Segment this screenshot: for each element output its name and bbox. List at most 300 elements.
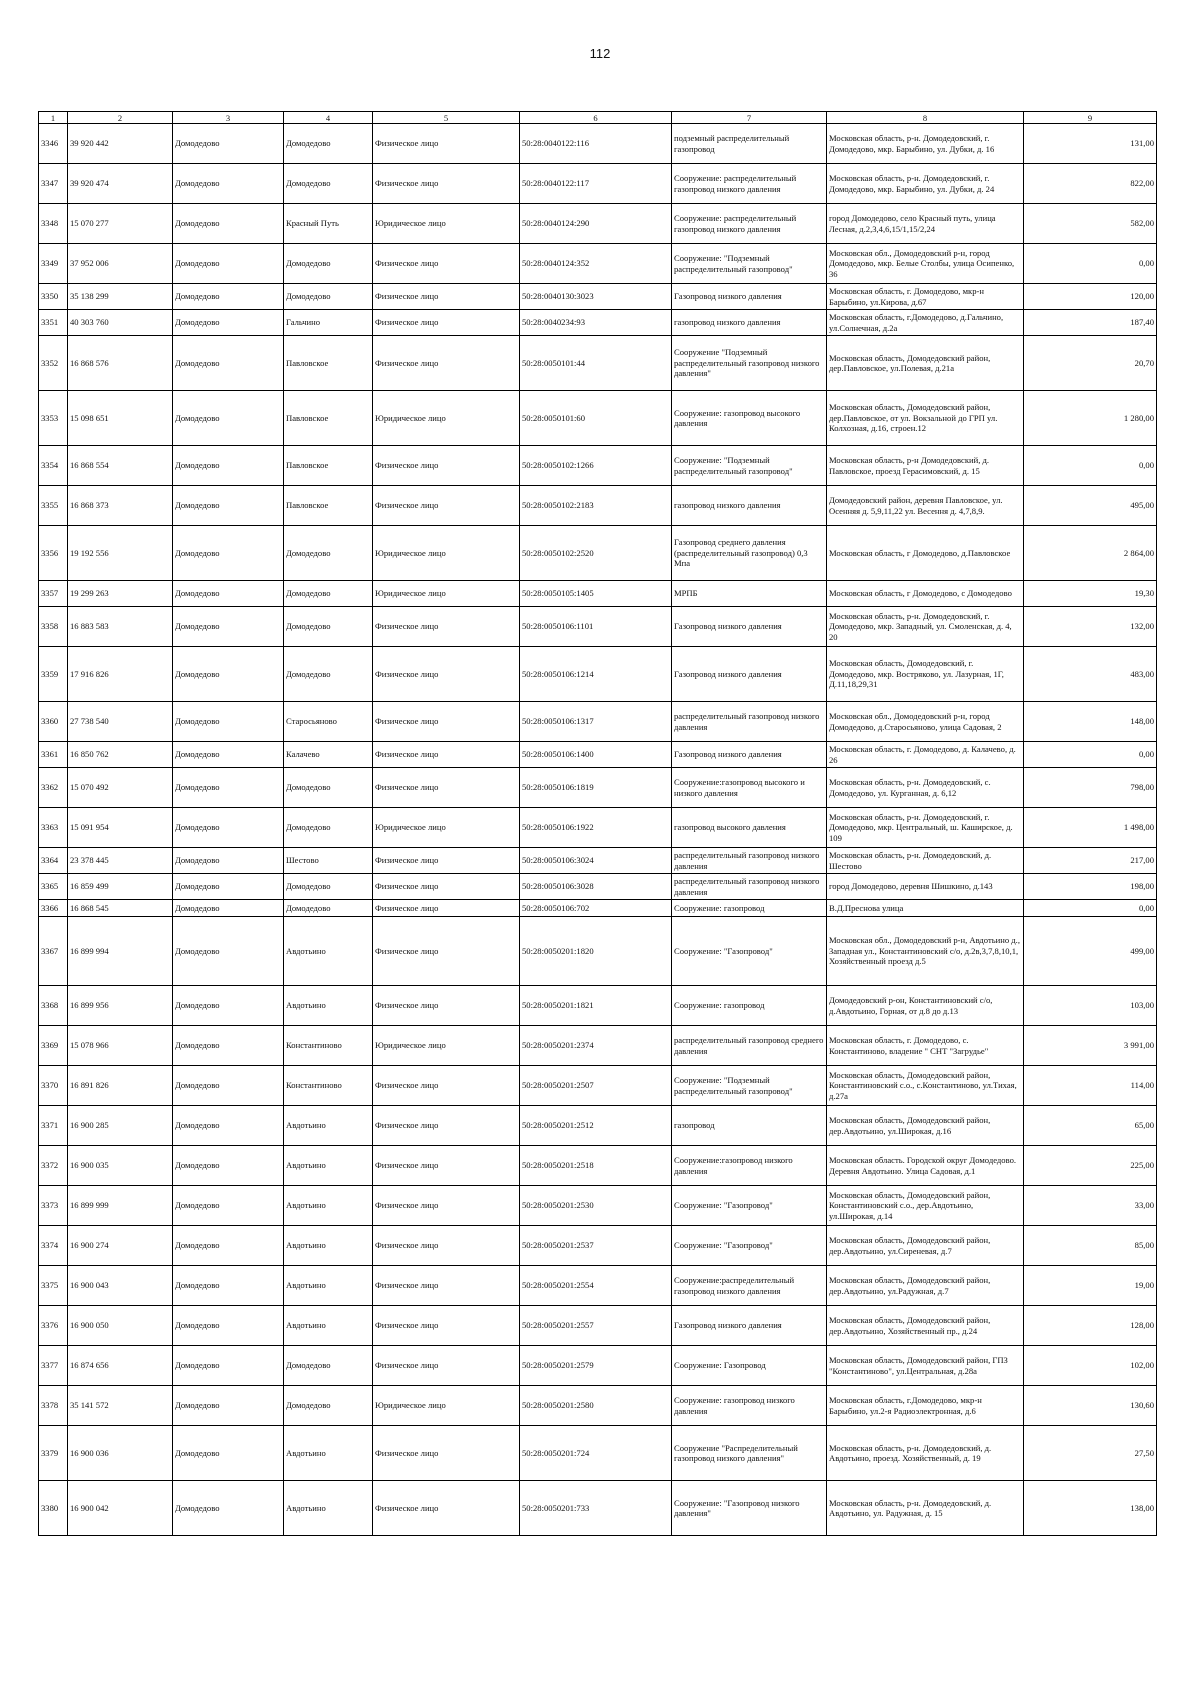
row-number: 3359 xyxy=(39,647,68,702)
settlement-cell: Авдотьино xyxy=(284,1481,373,1536)
row-number: 3356 xyxy=(39,526,68,581)
object-code: 15 078 966 xyxy=(68,1026,173,1066)
table-row xyxy=(39,702,1157,742)
object-name-cell: газопровод xyxy=(672,1106,827,1146)
settlement-cell: Домодедово xyxy=(284,124,373,164)
row-number: 3375 xyxy=(39,1266,68,1306)
district-cell: Домодедово xyxy=(173,1346,284,1386)
object-name-cell: распределительный газопровод низкого давления xyxy=(672,848,827,874)
cadastral-number-cell: 50:28:0050201:2374 xyxy=(520,1026,672,1066)
object-code: 27 738 540 xyxy=(68,702,173,742)
table-row xyxy=(39,1426,1157,1481)
owner-type-cell: Физическое лицо xyxy=(373,742,520,768)
object-code: 40 303 760 xyxy=(68,310,173,336)
length-cell: 0,00 xyxy=(1024,742,1157,768)
object-code: 16 900 285 xyxy=(68,1106,173,1146)
row-number: 3346 xyxy=(39,124,68,164)
row-number: 3377 xyxy=(39,1346,68,1386)
owner-type-cell: Физическое лицо xyxy=(373,986,520,1026)
owner-type-cell: Юридическое лицо xyxy=(373,526,520,581)
district-cell: Домодедово xyxy=(173,581,284,607)
object-code: 16 900 035 xyxy=(68,1146,173,1186)
settlement-cell: Домодедово xyxy=(284,581,373,607)
object-code: 23 378 445 xyxy=(68,848,173,874)
object-name-cell: Сооружение: "Газопровод низкого давления" xyxy=(672,1481,827,1536)
district-cell: Домодедово xyxy=(173,446,284,486)
object-name-cell: распределительный газопровод низкого давления xyxy=(672,874,827,900)
district-cell: Домодедово xyxy=(173,917,284,986)
column-number-row xyxy=(39,112,1157,124)
table-row xyxy=(39,336,1157,391)
object-name-cell: Сооружение "Подземный распределительный газопровод низкого давления" xyxy=(672,336,827,391)
cadastral-number-cell: 50:28:0040122:117 xyxy=(520,164,672,204)
length-cell: 27,50 xyxy=(1024,1426,1157,1481)
row-number: 3364 xyxy=(39,848,68,874)
settlement-cell: Домодедово xyxy=(284,1346,373,1386)
address-cell: Московская область, г Домодедово, д.Павловское xyxy=(827,526,1024,581)
row-number: 3373 xyxy=(39,1186,68,1226)
object-name-cell: Сооружение:газопровод высокого и низкого давления xyxy=(672,768,827,808)
length-cell: 0,00 xyxy=(1024,446,1157,486)
address-cell: Московская область, г. Домодедово, мкр-н Барыбино, ул.Кирова, д.67 xyxy=(827,284,1024,310)
object-name-cell: Сооружение: распределительный газопровод низкого давления xyxy=(672,204,827,244)
settlement-cell: Домодедово xyxy=(284,874,373,900)
address-cell: Московская область, р-н. Домодедовский, г. Домодедово, мкр. Центральный, ш. Каширское, д. 109 xyxy=(827,808,1024,848)
length-cell: 131,00 xyxy=(1024,124,1157,164)
table-row xyxy=(39,848,1157,874)
address-cell: Московская область, Домодедовский район, Константиновский с.о., с.Константиново, ул.Тихая, д.27а xyxy=(827,1066,1024,1106)
owner-type-cell: Физическое лицо xyxy=(373,874,520,900)
length-cell: 138,00 xyxy=(1024,1481,1157,1536)
owner-type-cell: Физическое лицо xyxy=(373,124,520,164)
settlement-cell: Авдотьино xyxy=(284,1426,373,1481)
length-cell: 1 498,00 xyxy=(1024,808,1157,848)
row-number: 3348 xyxy=(39,204,68,244)
table-row xyxy=(39,204,1157,244)
column-number: 5 xyxy=(373,112,520,124)
cadastral-number-cell: 50:28:0050102:2520 xyxy=(520,526,672,581)
settlement-cell: Авдотьино xyxy=(284,1226,373,1266)
column-number: 3 xyxy=(173,112,284,124)
row-number: 3371 xyxy=(39,1106,68,1146)
object-name-cell: распределительный газопровод низкого давления xyxy=(672,702,827,742)
table-row xyxy=(39,1386,1157,1426)
object-code: 16 899 999 xyxy=(68,1186,173,1226)
address-cell: Московская область, Домодедовский район, Константиновский с.о., дер.Авдотьино, ул.Широкая, д.14 xyxy=(827,1186,1024,1226)
object-name-cell: газопровод низкого давления xyxy=(672,486,827,526)
cadastral-number-cell: 50:28:0040234:93 xyxy=(520,310,672,336)
owner-type-cell: Юридическое лицо xyxy=(373,808,520,848)
settlement-cell: Красный Путь xyxy=(284,204,373,244)
object-code: 19 299 263 xyxy=(68,581,173,607)
length-cell: 582,00 xyxy=(1024,204,1157,244)
length-cell: 102,00 xyxy=(1024,1346,1157,1386)
object-name-cell: Сооружение: "Газопровод" xyxy=(672,1226,827,1266)
cadastral-number-cell: 50:28:0050106:1214 xyxy=(520,647,672,702)
object-name-cell: Сооружение "Распределительный газопровод низкого давления" xyxy=(672,1426,827,1481)
address-cell: Московская область, г. Домодедово, д. Калачево, д. 26 xyxy=(827,742,1024,768)
object-name-cell: распределительный газопровод среднего давления xyxy=(672,1026,827,1066)
owner-type-cell: Физическое лицо xyxy=(373,486,520,526)
settlement-cell: Авдотьино xyxy=(284,1266,373,1306)
owner-type-cell: Физическое лицо xyxy=(373,1481,520,1536)
district-cell: Домодедово xyxy=(173,986,284,1026)
object-code: 16 891 826 xyxy=(68,1066,173,1106)
row-number: 3372 xyxy=(39,1146,68,1186)
owner-type-cell: Физическое лицо xyxy=(373,900,520,917)
row-number: 3370 xyxy=(39,1066,68,1106)
address-cell: Московская область, Домодедовский, г. Домодедово, мкр. Востряково, ул. Лазурная, 1Г, Д.11,18,29,31 xyxy=(827,647,1024,702)
length-cell: 33,00 xyxy=(1024,1186,1157,1226)
length-cell: 187,40 xyxy=(1024,310,1157,336)
district-cell: Домодедово xyxy=(173,244,284,284)
district-cell: Домодедово xyxy=(173,900,284,917)
address-cell: Московская область, Домодедовский район, ГПЗ "Константиново", ул.Центральная, д.28а xyxy=(827,1346,1024,1386)
address-cell: город Домодедово, деревня Шишкино, д.143 xyxy=(827,874,1024,900)
settlement-cell: Авдотьино xyxy=(284,1186,373,1226)
row-number: 3380 xyxy=(39,1481,68,1536)
object-code: 15 098 651 xyxy=(68,391,173,446)
district-cell: Домодедово xyxy=(173,848,284,874)
owner-type-cell: Физическое лицо xyxy=(373,607,520,647)
row-number: 3358 xyxy=(39,607,68,647)
length-cell: 148,00 xyxy=(1024,702,1157,742)
settlement-cell: Калачево xyxy=(284,742,373,768)
address-cell: Московская обл., Домодедовский р-н, город Домодедово, д.Старосьяново, улица Садовая, 2 xyxy=(827,702,1024,742)
address-cell: Московская область, г Домодедово, с Домодедово xyxy=(827,581,1024,607)
table-row xyxy=(39,647,1157,702)
object-code: 16 899 994 xyxy=(68,917,173,986)
cadastral-number-cell: 50:28:0040122:116 xyxy=(520,124,672,164)
district-cell: Домодедово xyxy=(173,486,284,526)
registry-table xyxy=(38,111,1157,1536)
length-cell: 495,00 xyxy=(1024,486,1157,526)
owner-type-cell: Физическое лицо xyxy=(373,1146,520,1186)
object-code: 35 138 299 xyxy=(68,284,173,310)
district-cell: Домодедово xyxy=(173,1386,284,1426)
district-cell: Домодедово xyxy=(173,1226,284,1266)
object-code: 16 868 545 xyxy=(68,900,173,917)
length-cell: 20,70 xyxy=(1024,336,1157,391)
cadastral-number-cell: 50:28:0050201:733 xyxy=(520,1481,672,1536)
length-cell: 822,00 xyxy=(1024,164,1157,204)
district-cell: Домодедово xyxy=(173,874,284,900)
district-cell: Домодедово xyxy=(173,808,284,848)
owner-type-cell: Физическое лицо xyxy=(373,1346,520,1386)
length-cell: 483,00 xyxy=(1024,647,1157,702)
row-number: 3357 xyxy=(39,581,68,607)
address-cell: Московская обл., Домодедовский р-н, Авдотьино д., Западная ул., Константиновский с/о, д.2в,3,7,8,10,1, Хозяйственный проезд д.5 xyxy=(827,917,1024,986)
settlement-cell: Домодедово xyxy=(284,244,373,284)
district-cell: Домодедово xyxy=(173,1106,284,1146)
table-row xyxy=(39,1026,1157,1066)
table-row xyxy=(39,768,1157,808)
length-cell: 0,00 xyxy=(1024,900,1157,917)
page-number: 112 xyxy=(589,46,611,61)
table-row xyxy=(39,808,1157,848)
table-row xyxy=(39,244,1157,284)
object-name-cell: МРПБ xyxy=(672,581,827,607)
table-row xyxy=(39,874,1157,900)
object-name-cell: Сооружение:распределительный газопровод низкого давления xyxy=(672,1266,827,1306)
table-row xyxy=(39,1106,1157,1146)
settlement-cell: Авдотьино xyxy=(284,1306,373,1346)
cadastral-number-cell: 50:28:0050106:1922 xyxy=(520,808,672,848)
length-cell: 798,00 xyxy=(1024,768,1157,808)
owner-type-cell: Физическое лицо xyxy=(373,702,520,742)
row-number: 3352 xyxy=(39,336,68,391)
cadastral-number-cell: 50:28:0050101:60 xyxy=(520,391,672,446)
address-cell: город Домодедово, село Красный путь, улица Лесная, д.2,3,4,6,15/1,15/2,24 xyxy=(827,204,1024,244)
owner-type-cell: Физическое лицо xyxy=(373,1306,520,1346)
settlement-cell: Павловское xyxy=(284,446,373,486)
cadastral-number-cell: 50:28:0050201:2557 xyxy=(520,1306,672,1346)
owner-type-cell: Физическое лицо xyxy=(373,446,520,486)
object-name-cell: Газопровод низкого давления xyxy=(672,647,827,702)
address-cell: Московская область, р-н. Домодедовский, г. Домодедово, мкр. Барыбино, ул. Дубки, д. 24 xyxy=(827,164,1024,204)
address-cell: Московская область, Домодедовский район, дер.Авдотьино, ул.Радужная, д.7 xyxy=(827,1266,1024,1306)
length-cell: 2 864,00 xyxy=(1024,526,1157,581)
row-number: 3355 xyxy=(39,486,68,526)
row-number: 3354 xyxy=(39,446,68,486)
registry-table-body xyxy=(39,112,1157,1536)
column-number: 4 xyxy=(284,112,373,124)
owner-type-cell: Физическое лицо xyxy=(373,1226,520,1266)
district-cell: Домодедово xyxy=(173,124,284,164)
length-cell: 0,00 xyxy=(1024,244,1157,284)
cadastral-number-cell: 50:28:0040124:290 xyxy=(520,204,672,244)
cadastral-number-cell: 50:28:0050201:1821 xyxy=(520,986,672,1026)
district-cell: Домодедово xyxy=(173,702,284,742)
length-cell: 65,00 xyxy=(1024,1106,1157,1146)
cadastral-number-cell: 50:28:0050102:2183 xyxy=(520,486,672,526)
settlement-cell: Домодедово xyxy=(284,526,373,581)
owner-type-cell: Физическое лицо xyxy=(373,336,520,391)
owner-type-cell: Физическое лицо xyxy=(373,164,520,204)
owner-type-cell: Юридическое лицо xyxy=(373,581,520,607)
owner-type-cell: Юридическое лицо xyxy=(373,204,520,244)
row-number: 3366 xyxy=(39,900,68,917)
table-row xyxy=(39,391,1157,446)
cadastral-number-cell: 50:28:0050106:1101 xyxy=(520,607,672,647)
district-cell: Домодедово xyxy=(173,768,284,808)
cadastral-number-cell: 50:28:0050201:2537 xyxy=(520,1226,672,1266)
cadastral-number-cell: 50:28:0050201:724 xyxy=(520,1426,672,1481)
district-cell: Домодедово xyxy=(173,1026,284,1066)
table-row xyxy=(39,917,1157,986)
owner-type-cell: Физическое лицо xyxy=(373,917,520,986)
length-cell: 128,00 xyxy=(1024,1306,1157,1346)
table-row xyxy=(39,1266,1157,1306)
row-number: 3367 xyxy=(39,917,68,986)
settlement-cell: Домодедово xyxy=(284,164,373,204)
address-cell: Московская область, р-н Домодедовский, д. Павловское, проезд Герасимовский, д. 15 xyxy=(827,446,1024,486)
object-name-cell: Сооружение: газопровод низкого давления xyxy=(672,1386,827,1426)
cadastral-number-cell: 50:28:0050101:44 xyxy=(520,336,672,391)
object-code: 16 868 373 xyxy=(68,486,173,526)
column-number: 2 xyxy=(68,112,173,124)
settlement-cell: Домодедово xyxy=(284,768,373,808)
table-row xyxy=(39,986,1157,1026)
settlement-cell: Павловское xyxy=(284,486,373,526)
table-row xyxy=(39,310,1157,336)
object-name-cell: подземный распределительный газопровод xyxy=(672,124,827,164)
length-cell: 130,60 xyxy=(1024,1386,1157,1426)
object-code: 15 070 492 xyxy=(68,768,173,808)
address-cell: Московская область, Домодедовский район, дер.Авдотьино, ул.Сиреневая, д.7 xyxy=(827,1226,1024,1266)
cadastral-number-cell: 50:28:0050201:2512 xyxy=(520,1106,672,1146)
table-row xyxy=(39,124,1157,164)
cadastral-number-cell: 50:28:0050106:1400 xyxy=(520,742,672,768)
owner-type-cell: Физическое лицо xyxy=(373,284,520,310)
length-cell: 103,00 xyxy=(1024,986,1157,1026)
address-cell: Московская область, р-н. Домодедовский, д. Авдотьино, ул. Радужная, д. 15 xyxy=(827,1481,1024,1536)
table-row xyxy=(39,486,1157,526)
object-code: 16 899 956 xyxy=(68,986,173,1026)
object-name-cell: Газопровод низкого давления xyxy=(672,742,827,768)
cadastral-number-cell: 50:28:0050201:2554 xyxy=(520,1266,672,1306)
owner-type-cell: Юридическое лицо xyxy=(373,391,520,446)
table-row xyxy=(39,1066,1157,1106)
object-name-cell: Сооружение: "Подземный распределительный газопровод" xyxy=(672,446,827,486)
row-number: 3361 xyxy=(39,742,68,768)
table-row xyxy=(39,284,1157,310)
cadastral-number-cell: 50:28:0050105:1405 xyxy=(520,581,672,607)
object-name-cell: газопровод высокого давления xyxy=(672,808,827,848)
district-cell: Домодедово xyxy=(173,310,284,336)
settlement-cell: Авдотьино xyxy=(284,1146,373,1186)
table-row xyxy=(39,742,1157,768)
table-row xyxy=(39,1306,1157,1346)
object-code: 16 883 583 xyxy=(68,607,173,647)
object-name-cell: Сооружение: Газопровод xyxy=(672,1346,827,1386)
object-name-cell: Сооружение: газопровод высокого давления xyxy=(672,391,827,446)
settlement-cell: Шестово xyxy=(284,848,373,874)
owner-type-cell: Физическое лицо xyxy=(373,848,520,874)
length-cell: 132,00 xyxy=(1024,607,1157,647)
object-name-cell: Газопровод низкого давления xyxy=(672,607,827,647)
object-code: 15 091 954 xyxy=(68,808,173,848)
object-name-cell: Сооружение: "Газопровод" xyxy=(672,917,827,986)
row-number: 3378 xyxy=(39,1386,68,1426)
object-code: 16 868 576 xyxy=(68,336,173,391)
table-row xyxy=(39,1481,1157,1536)
object-name-cell: Сооружение: "Подземный распределительный газопровод" xyxy=(672,1066,827,1106)
district-cell: Домодедово xyxy=(173,1146,284,1186)
length-cell: 114,00 xyxy=(1024,1066,1157,1106)
row-number: 3362 xyxy=(39,768,68,808)
address-cell: Московская область, г.Домодедово, д.Гальчино, ул.Солнечная, д.2а xyxy=(827,310,1024,336)
owner-type-cell: Юридическое лицо xyxy=(373,1026,520,1066)
object-name-cell: Сооружение: "Газопровод" xyxy=(672,1186,827,1226)
object-code: 16 900 050 xyxy=(68,1306,173,1346)
cadastral-number-cell: 50:28:0040130:3023 xyxy=(520,284,672,310)
row-number: 3365 xyxy=(39,874,68,900)
address-cell: Московская область, Домодедовский район, дер.Авдотьино, ул.Широкая, д.16 xyxy=(827,1106,1024,1146)
cadastral-number-cell: 50:28:0050106:702 xyxy=(520,900,672,917)
district-cell: Домодедово xyxy=(173,1186,284,1226)
district-cell: Домодедово xyxy=(173,391,284,446)
object-code: 19 192 556 xyxy=(68,526,173,581)
district-cell: Домодедово xyxy=(173,1266,284,1306)
row-number: 3350 xyxy=(39,284,68,310)
address-cell: Московская область, Домодедовский район, дер.Авдотьино, Хозяйственный пр., д.24 xyxy=(827,1306,1024,1346)
table-row xyxy=(39,1186,1157,1226)
district-cell: Домодедово xyxy=(173,1481,284,1536)
address-cell: Московская область. Городской округ Домодедово. Деревня Авдотьино. Улица Садовая, д.1 xyxy=(827,1146,1024,1186)
address-cell: Московская обл., Домодедовский р-н, город Домодедово, мкр. Белые Столбы, улица Осипенко, 36 xyxy=(827,244,1024,284)
settlement-cell: Домодедово xyxy=(284,900,373,917)
district-cell: Домодедово xyxy=(173,1306,284,1346)
length-cell: 19,00 xyxy=(1024,1266,1157,1306)
settlement-cell: Домодедово xyxy=(284,607,373,647)
district-cell: Домодедово xyxy=(173,607,284,647)
object-name-cell: газопровод низкого давления xyxy=(672,310,827,336)
cadastral-number-cell: 50:28:0050201:2518 xyxy=(520,1146,672,1186)
object-name-cell: Газопровод среднего давления (распределительный газопровод) 0,3 Мпа xyxy=(672,526,827,581)
settlement-cell: Павловское xyxy=(284,391,373,446)
settlement-cell: Домодедово xyxy=(284,1386,373,1426)
owner-type-cell: Физическое лицо xyxy=(373,244,520,284)
object-code: 39 920 474 xyxy=(68,164,173,204)
object-code: 16 900 043 xyxy=(68,1266,173,1306)
owner-type-cell: Физическое лицо xyxy=(373,768,520,808)
owner-type-cell: Физическое лицо xyxy=(373,1106,520,1146)
owner-type-cell: Физическое лицо xyxy=(373,1066,520,1106)
object-code: 39 920 442 xyxy=(68,124,173,164)
settlement-cell: Константиново xyxy=(284,1026,373,1066)
row-number: 3363 xyxy=(39,808,68,848)
settlement-cell: Домодедово xyxy=(284,284,373,310)
row-number: 3374 xyxy=(39,1226,68,1266)
address-cell: Московская область, Домодедовский район, дер.Павловское, ул.Полевая, д.21а xyxy=(827,336,1024,391)
length-cell: 499,00 xyxy=(1024,917,1157,986)
owner-type-cell: Физическое лицо xyxy=(373,1426,520,1481)
length-cell: 85,00 xyxy=(1024,1226,1157,1266)
row-number: 3376 xyxy=(39,1306,68,1346)
district-cell: Домодедово xyxy=(173,284,284,310)
table-row xyxy=(39,581,1157,607)
object-name-cell: Сооружение: "Подземный распределительный газопровод" xyxy=(672,244,827,284)
table-row xyxy=(39,607,1157,647)
row-number: 3349 xyxy=(39,244,68,284)
settlement-cell: Домодедово xyxy=(284,647,373,702)
cadastral-number-cell: 50:28:0040124:352 xyxy=(520,244,672,284)
address-cell: В.Д.Преснова улица xyxy=(827,900,1024,917)
settlement-cell: Авдотьино xyxy=(284,917,373,986)
table-row xyxy=(39,446,1157,486)
district-cell: Домодедово xyxy=(173,647,284,702)
row-number: 3347 xyxy=(39,164,68,204)
object-code: 37 952 006 xyxy=(68,244,173,284)
cadastral-number-cell: 50:28:0050106:1819 xyxy=(520,768,672,808)
object-name-cell: Газопровод низкого давления xyxy=(672,1306,827,1346)
district-cell: Домодедово xyxy=(173,1426,284,1481)
cadastral-number-cell: 50:28:0050201:2530 xyxy=(520,1186,672,1226)
table-row xyxy=(39,164,1157,204)
column-number: 7 xyxy=(672,112,827,124)
address-cell: Московская область, р-н. Домодедовский, д. Шестово xyxy=(827,848,1024,874)
district-cell: Домодедово xyxy=(173,164,284,204)
object-code: 15 070 277 xyxy=(68,204,173,244)
address-cell: Московская область, р-н. Домодедовский, с. Домодедово, ул. Курганная, д. 6,12 xyxy=(827,768,1024,808)
owner-type-cell: Физическое лицо xyxy=(373,647,520,702)
owner-type-cell: Физическое лицо xyxy=(373,1266,520,1306)
column-number: 8 xyxy=(827,112,1024,124)
cadastral-number-cell: 50:28:0050201:2507 xyxy=(520,1066,672,1106)
address-cell: Московская область, Домодедовский район, дер.Павловское, от ул. Вокзальной до ГРП ул. Колхозная, д.16, строен.12 xyxy=(827,391,1024,446)
length-cell: 120,00 xyxy=(1024,284,1157,310)
